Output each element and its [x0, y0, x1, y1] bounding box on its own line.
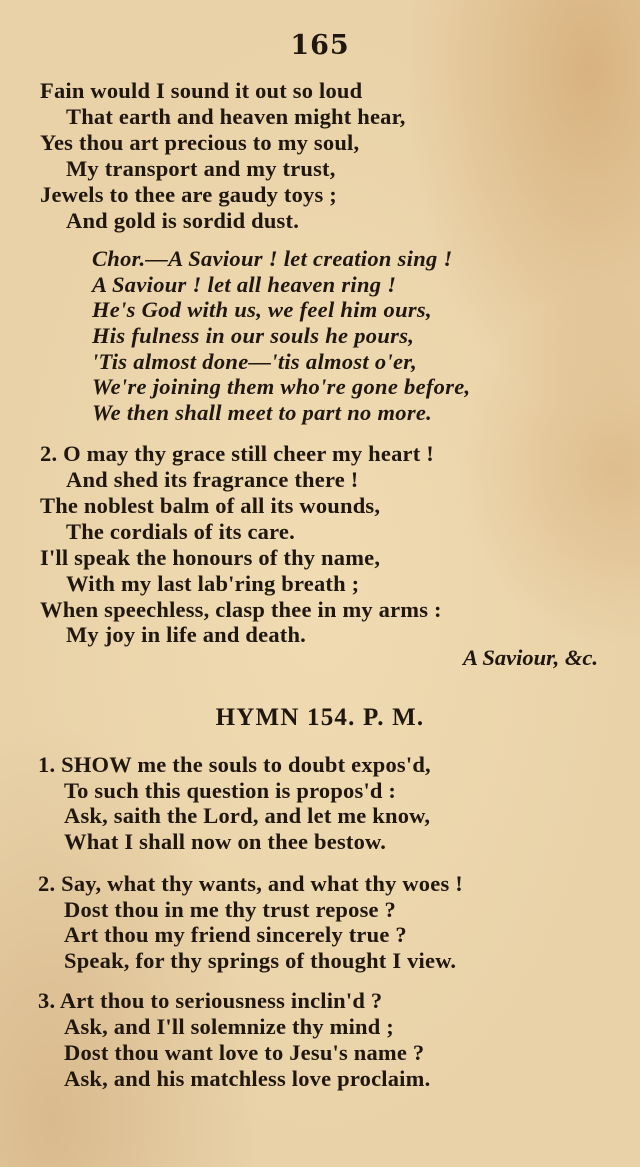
verse-line: My transport and my trust,: [66, 156, 336, 181]
chorus-line: We then shall meet to part no more.: [92, 400, 433, 425]
verse-line: Ask, and I'll solemnize thy mind ;: [64, 1014, 394, 1039]
verse-line: And shed its fragrance there !: [66, 467, 359, 492]
verse-line: 2. O may thy grace still cheer my heart !: [40, 441, 434, 466]
page-number: 165: [290, 30, 350, 61]
verse-line: Yes thou art precious to my soul,: [40, 130, 360, 155]
chorus-line: He's God with us, we feel him ours,: [92, 297, 432, 322]
verse-line: What I shall now on thee bestow.: [64, 829, 387, 854]
verse-line: Ask, and his matchless love proclaim.: [64, 1066, 431, 1091]
verse-line: With my last lab'ring breath ;: [66, 571, 360, 596]
verse-line: And gold is sordid dust.: [66, 208, 300, 233]
verse-line: 3. Art thou to seriousness inclin'd ?: [38, 988, 383, 1013]
verse-line: Jewels to thee are gaudy toys ;: [40, 182, 337, 207]
verse-line: Dost thou want love to Jesu's name ?: [64, 1040, 425, 1065]
verse-line: Ask, saith the Lord, and let me know,: [64, 803, 431, 828]
verse-line: Art thou my friend sincerely true ?: [64, 922, 407, 947]
verse-line: Fain would I sound it out so loud: [40, 78, 363, 103]
chorus-line: A Saviour ! let all heaven ring !: [92, 272, 397, 297]
verse-line: Dost thou in me thy trust repose ?: [64, 897, 397, 922]
verse-line: The noblest balm of all its wounds,: [40, 493, 381, 518]
verse-line: 2. Say, what thy wants, and what thy woes !: [38, 871, 463, 896]
hymn-heading: HYMN 154. P. M.: [215, 704, 425, 731]
chorus-line: Chor.—A Saviour ! let creation sing !: [92, 246, 453, 271]
chorus-line: 'Tis almost done—'tis almost o'er,: [92, 349, 418, 374]
chorus-line: We're joining them who're gone before,: [92, 374, 471, 399]
verse-line: My joy in life and death.: [66, 622, 307, 647]
verse-line: When speechless, clasp thee in my arms :: [40, 597, 442, 622]
verse-line: To such this question is propos'd :: [64, 778, 397, 803]
chorus-line: His fulness in our souls he pours,: [92, 323, 415, 348]
refrain-reference: A Saviour, &c.: [462, 645, 598, 670]
verse-line: Speak, for thy springs of thought I view.: [64, 948, 457, 973]
verse-line: 1. SHOW me the souls to doubt expos'd,: [38, 752, 431, 777]
verse-line: The cordials of its care.: [66, 519, 295, 544]
verse-line: I'll speak the honours of thy name,: [40, 545, 381, 570]
verse-line: That earth and heaven might hear,: [66, 104, 406, 129]
